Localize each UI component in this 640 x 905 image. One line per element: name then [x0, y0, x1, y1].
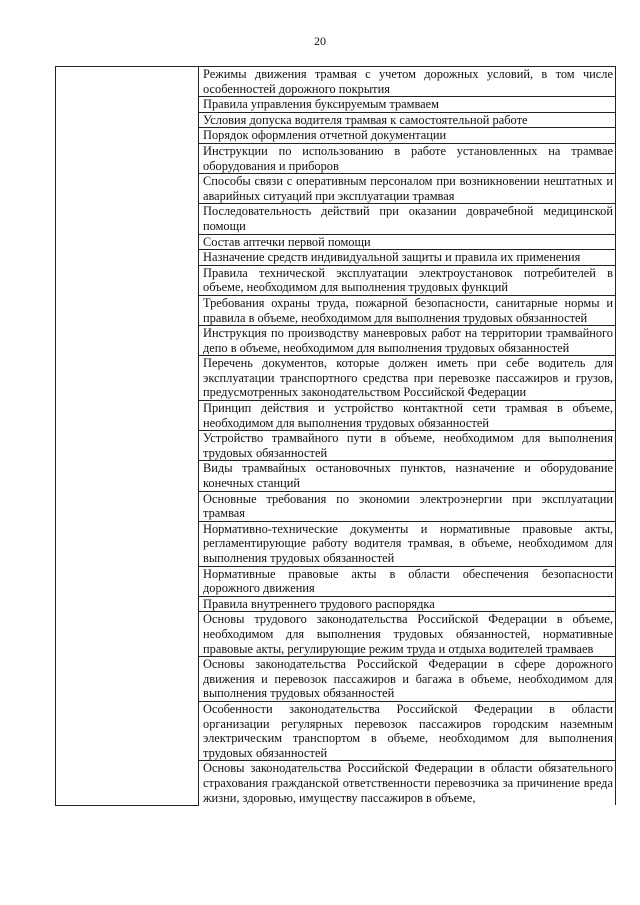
table-cell-text: Инструкции по использованию в работе установленных на трамвае оборудования и приборов: [199, 143, 616, 173]
table-cell-text: Состав аптечки первой помощи: [199, 234, 616, 250]
table-cell-text: Нормативно-технические документы и нормативные правовые акты, регламентирующие работу водителя трамвая, в объеме, необходимом для выполнения трудовых обязанностей: [199, 521, 616, 566]
table-cell-text: Особенности законодательства Российской Федерации в области организации регулярных перевозок пассажиров городским наземным электрическим транспортом в объеме, необходимом для выполнения трудовых обязанностей: [199, 701, 616, 760]
table-cell-text: Назначение средств индивидуальной защиты и правила их применения: [199, 250, 616, 266]
table-cell-text: Устройство трамвайного пути в объеме, необходимом для выполнения трудовых обязанностей: [199, 431, 616, 461]
requirements-table: [55, 66, 616, 806]
table-cell-text: Принцип действия и устройство контактной сети трамвая в объеме, необходимом для выполнения трудовых обязанностей: [199, 401, 616, 431]
table-cell-text: Способы связи с оперативным персоналом при возникновении нештатных и аварийных ситуаций при эксплуатации трамвая: [199, 174, 616, 204]
table-cell-text: Основные требования по экономии электроэнергии при эксплуатации трамвая: [199, 491, 616, 521]
table-cell-text: Основы законодательства Российской Федерации в сфере дорожного движения и перевозок пассажиров и багажа в объеме, необходимом для выполнения трудовых обязанностей: [199, 657, 616, 702]
table-cell-text: Основы законодательства Российской Федерации в области обязательного страхования гражданской ответственности перевозчика за причинение вреда жизни, здоровью, имуществу пассажиров в объеме,: [199, 761, 616, 805]
table-cell-text: Правила технической эксплуатации электроустановок потребителей в объеме, необходимом для выполнения трудовых функций: [199, 265, 616, 295]
table-cell-text: Основы трудового законодательства Российской Федерации в объеме, необходимом для выполнения трудовых обязанностей, нормативные правовые акты, регулирующие режим труда и отдыха водителей трамваев: [199, 612, 616, 657]
page-number: 20: [314, 34, 326, 48]
table-cell-text: Перечень документов, которые должен иметь при себе водитель для эксплуатации транспортного средства при перевозке пассажиров и грузов, предусмотренных законодательством Российской Федерации: [199, 356, 616, 401]
table-cell-text: Порядок оформления отчетной документации: [199, 128, 616, 144]
table-cell-text: Нормативные правовые акты в области обеспечения безопасности дорожного движения: [199, 566, 616, 596]
table-cell-text: Правила управления буксируемым трамваем: [199, 97, 616, 113]
table-row: [56, 67, 616, 97]
table-cell-text: Виды трамвайных остановочных пунктов, назначение и оборудование конечных станций: [199, 461, 616, 491]
table-cell-text: Режимы движения трамвая с учетом дорожных условий, в том числе особенностей дорожного покрытия: [199, 67, 616, 97]
table-cell-text: Требования охраны труда, пожарной безопасности, санитарные нормы и правила в объеме, необходимом для выполнения трудовых обязанностей: [199, 295, 616, 325]
table-cell-text: Условия допуска водителя трамвая к самостоятельной работе: [199, 112, 616, 128]
table-cell-text: Последовательность действий при оказании доврачебной медицинской помощи: [199, 204, 616, 234]
table-label-cell: [56, 67, 199, 806]
requirements-table-body: [56, 67, 616, 806]
table-cell-text: Инструкция по производству маневровых работ на территории трамвайного депо в объеме, необходимом для выполнения трудовых обязанностей: [199, 326, 616, 356]
table-cell-text: Правила внутреннего трудового распорядка: [199, 596, 616, 612]
